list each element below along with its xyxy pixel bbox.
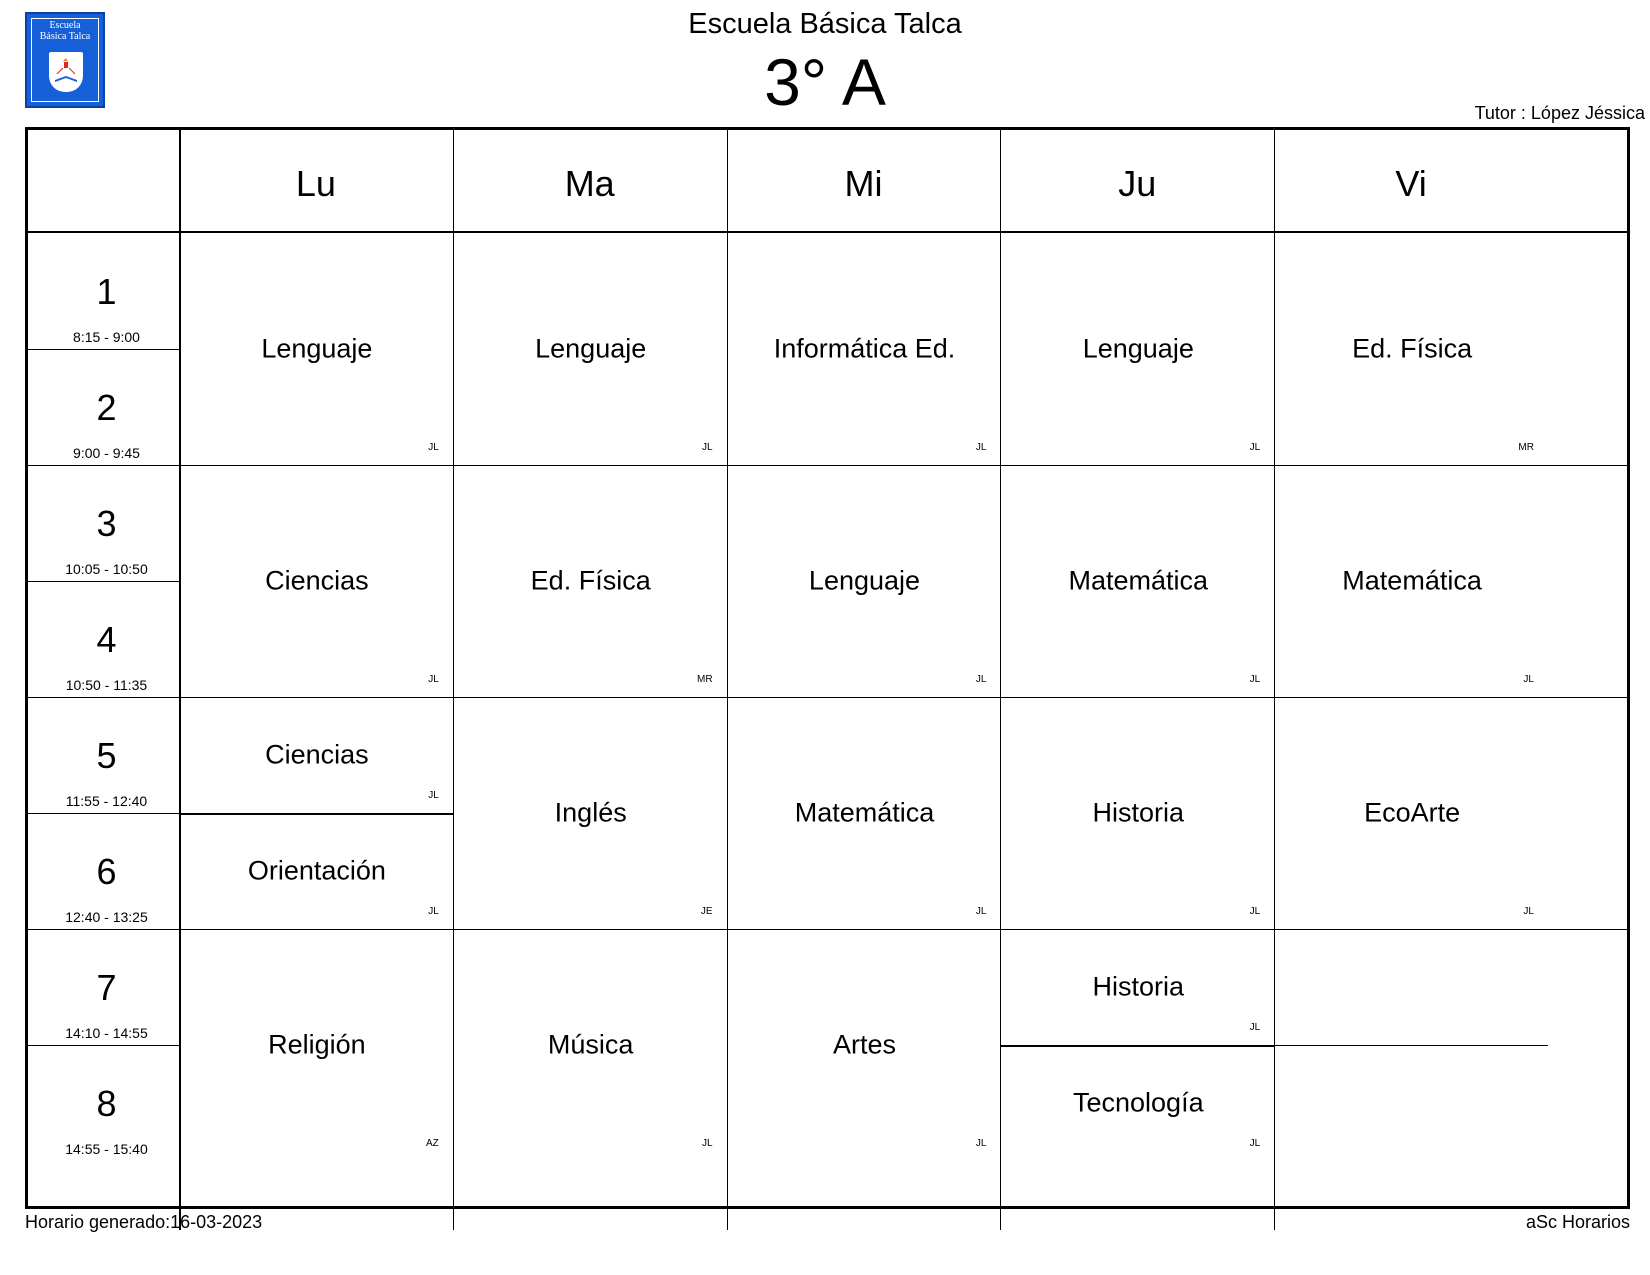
- lesson-subject: Artes: [832, 1029, 896, 1060]
- lesson-cell[interactable]: [181, 465, 453, 697]
- lesson-teacher: JL: [975, 1138, 987, 1149]
- period-label: [28, 233, 185, 349]
- lesson-subject: Ciencias: [265, 739, 369, 770]
- period-divider: [28, 581, 179, 582]
- period-number: 7: [96, 967, 117, 1008]
- period-label: [28, 813, 185, 929]
- lesson-teacher: JL: [702, 442, 713, 453]
- lesson-cell[interactable]: [1002, 697, 1274, 929]
- period-number: 6: [96, 851, 117, 892]
- lesson-cell[interactable]: [455, 233, 727, 465]
- lesson-teacher: JL: [1249, 906, 1261, 917]
- lesson-teacher: JE: [700, 906, 713, 917]
- lesson-subject: Ed. Física: [1352, 333, 1473, 364]
- period-time: 14:10 - 14:55: [65, 1025, 148, 1041]
- lesson-subject: Ed. Física: [530, 565, 651, 596]
- lesson-subject: Matemática: [794, 797, 935, 828]
- lesson-cell[interactable]: [455, 465, 727, 697]
- lesson-subject: Historia: [1092, 797, 1185, 828]
- lesson-cell[interactable]: [1002, 929, 1274, 1045]
- lesson-subject: Lenguaje: [1082, 333, 1194, 364]
- lesson-teacher: JL: [1249, 1138, 1261, 1149]
- lesson-teacher: JL: [975, 442, 987, 453]
- day-header: Mi: [844, 163, 883, 204]
- school-name: Escuela Básica Talca: [688, 8, 962, 40]
- day-column-divider: [1274, 130, 1275, 1230]
- lesson-cell[interactable]: [181, 813, 453, 929]
- period-number: 3: [96, 503, 117, 544]
- period-divider: [28, 349, 179, 350]
- software-credit: aSc Horarios: [1525, 1212, 1630, 1232]
- lesson-subject: Orientación: [247, 855, 386, 886]
- lesson-teacher: JL: [1249, 1022, 1261, 1033]
- lesson-subject: Tecnología: [1072, 1087, 1204, 1118]
- day-header: Vi: [1395, 163, 1427, 204]
- generated-date: Horario generado:16-03-2023: [25, 1212, 263, 1232]
- period-label: [28, 1045, 185, 1161]
- lesson-cell[interactable]: [1002, 1045, 1274, 1161]
- period-time: 12:40 - 13:25: [65, 909, 148, 925]
- period-divider: [28, 929, 179, 930]
- lesson-teacher: JL: [1249, 442, 1261, 453]
- lesson-cell[interactable]: [181, 233, 453, 465]
- period-divider: [28, 813, 179, 814]
- period-divider: [28, 697, 179, 698]
- lesson-teacher: JL: [428, 906, 439, 917]
- lesson-teacher: JL: [975, 906, 987, 917]
- lesson-teacher: AZ: [426, 1138, 439, 1149]
- period-time: 8:15 - 9:00: [73, 329, 140, 345]
- lesson-divider: [1000, 1045, 1274, 1047]
- lesson-teacher: JL: [428, 674, 439, 685]
- period-time: 9:00 - 9:45: [73, 445, 140, 461]
- lesson-subject: Religión: [268, 1029, 366, 1060]
- period-label: [28, 349, 185, 465]
- period-label: [28, 697, 185, 813]
- day-column-divider: [453, 130, 454, 1230]
- lesson-subject: Historia: [1092, 971, 1185, 1002]
- period-label: [28, 465, 185, 581]
- period-number: 5: [96, 735, 117, 776]
- lesson-subject: Lenguaje: [535, 333, 647, 364]
- period-divider: [28, 1045, 179, 1046]
- lesson-subject: Lenguaje: [261, 333, 373, 364]
- period-time: 10:50 - 11:35: [65, 677, 148, 693]
- lesson-teacher: JL: [1249, 674, 1261, 685]
- day-column-divider: [1000, 130, 1001, 1230]
- day-header: Ju: [1118, 163, 1157, 204]
- day-column-divider: [727, 130, 728, 1230]
- day-header: Lu: [295, 163, 336, 204]
- period-number: 4: [96, 619, 117, 660]
- lesson-subject: Informática Ed.: [773, 333, 956, 364]
- lesson-cell[interactable]: [181, 929, 453, 1161]
- lesson-cell[interactable]: [181, 697, 453, 813]
- day-header: Ma: [564, 163, 615, 204]
- logo-text-line-2: Básica Talca: [39, 31, 91, 42]
- lesson-teacher: JL: [428, 442, 439, 453]
- lesson-teacher: JL: [702, 1138, 713, 1149]
- lesson-teacher: MR: [1518, 442, 1534, 453]
- lesson-subject: Lenguaje: [808, 565, 921, 596]
- period-time: 14:55 - 15:40: [65, 1141, 148, 1157]
- tutor-label: Tutor : López Jéssica: [1474, 103, 1645, 123]
- lesson-cell[interactable]: [1276, 697, 1548, 929]
- lesson-cell[interactable]: [729, 697, 1001, 929]
- lesson-teacher: MR: [697, 674, 713, 685]
- lesson-subject: Ciencias: [265, 565, 369, 596]
- period-number: 8: [96, 1083, 117, 1124]
- lesson-cell[interactable]: [455, 697, 727, 929]
- lesson-subject: Inglés: [554, 797, 627, 828]
- lesson-subject: EcoArte: [1364, 797, 1461, 828]
- lesson-cell[interactable]: [729, 929, 1001, 1161]
- period-number: 2: [96, 387, 117, 428]
- logo-text-line-1: Escuela: [49, 20, 81, 31]
- lesson-cell[interactable]: [729, 233, 1001, 465]
- lesson-cell[interactable]: [455, 929, 727, 1161]
- period-time: 11:55 - 12:40: [65, 793, 148, 809]
- lesson-teacher: JL: [975, 674, 987, 685]
- lesson-subject: Música: [547, 1029, 634, 1060]
- period-divider: [28, 465, 179, 466]
- period-label: [28, 929, 185, 1045]
- period-time: 10:05 - 10:50: [65, 561, 148, 577]
- lesson-cell[interactable]: [729, 465, 1001, 697]
- period-label: [28, 581, 185, 697]
- period-number: 1: [96, 271, 117, 312]
- lesson-teacher: JL: [1523, 906, 1534, 917]
- lesson-cell[interactable]: [1276, 465, 1548, 697]
- lesson-divider: [179, 813, 453, 815]
- class-name: 3° A: [764, 45, 886, 119]
- lesson-subject: Matemática: [1068, 565, 1209, 596]
- lesson-cell[interactable]: [1276, 233, 1548, 465]
- lesson-teacher: JL: [1523, 674, 1534, 685]
- lesson-teacher: JL: [428, 790, 439, 801]
- slot-divider: [1274, 1045, 1548, 1046]
- lesson-subject: Matemática: [1342, 565, 1482, 596]
- lesson-cell[interactable]: [1002, 465, 1274, 697]
- lesson-cell[interactable]: [1002, 233, 1274, 465]
- timetable-grid: [25, 127, 1630, 1209]
